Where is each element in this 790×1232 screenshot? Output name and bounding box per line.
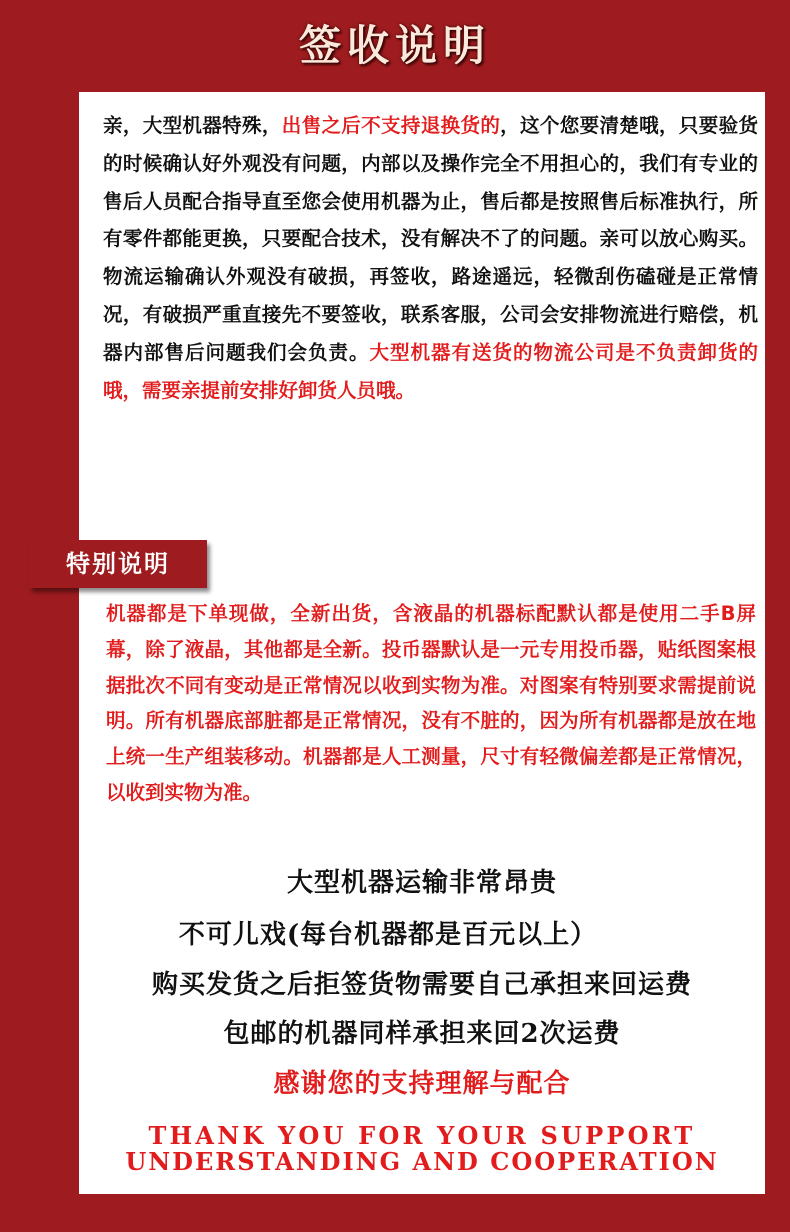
refusal-cost-note: 购买发货之后拒签货物需要自己承担来回运费 [151, 970, 692, 1000]
page-title: 签收说明 [298, 21, 491, 70]
receipt-instructions-paragraph [103, 107, 758, 409]
para1-body: ，这个您要清楚哦，只要验货的时候确认好外观没有问题，内部以及操作完全不用担心的，我们有专业的售后人员配合指导直至您会使用机器为止，售后都是按照售后标准执行，所有零件都能更换，只要配合技术，没有解决不了的问题。亲可以放心购买。物流运输确认外观没有破损，再签收，路途遥远，轻微刮伤磕碰是正常情况，有破损严重直接先不要签收，联系客服，公司会安排物流进行赔偿，机器内部售后问题我们会负责。 [103, 114, 758, 364]
shipping-cost-note: 大型机器运输非常昂贵 [286, 868, 557, 898]
english-thanks-line2: UNDERSTANDING AND COOPERATION [125, 1147, 719, 1176]
free-shipping-note: 包邮的机器同样承担来回2次运费 [223, 1019, 621, 1049]
special-notes-label: 特别说明 [29, 540, 207, 588]
english-thanks-line1: THANK YOU FOR YOUR SUPPORT [148, 1121, 696, 1150]
para1-intro: 亲，大型机器特殊， [103, 114, 282, 137]
special-notes-paragraph: 机器都是下单现做，全新出货，含液晶的机器标配默认都是使用二手B屏幕，除了液晶，其他都是全新。投币器默认是一元专用投币器，贴纸图案根据批次不同有变动是正常情况以收到实物为准。对图案有特别要求需提前说明。所有机器底部脏都是正常情况，没有不脏的，因为所有机器都是放在地上统一生产组装移动。机器都是人工测量，尺寸有轻微偏差都是正常情况，以收到实物为准。 [106, 602, 756, 804]
unloading-notice: 大型机器有送货的物流公司是不负责卸货的哦，需要亲提前安排好卸货人员哦。 [103, 340, 758, 402]
thanks-note: 感谢您的支持理解与配合 [273, 1069, 571, 1099]
not-trivial-note: 不可儿戏(每台机器都是百元以上） [178, 920, 598, 950]
no-return-notice: 出售之后不支持退换货的 [281, 114, 501, 137]
